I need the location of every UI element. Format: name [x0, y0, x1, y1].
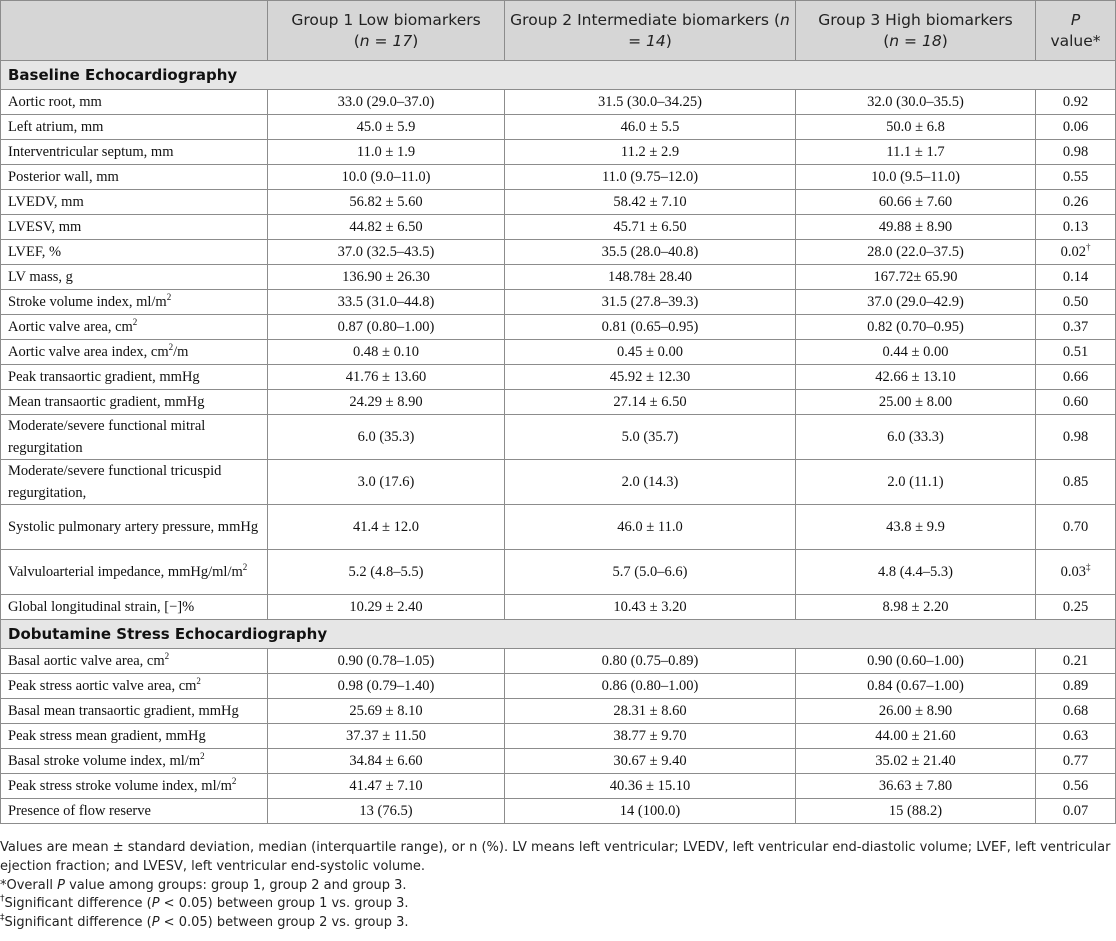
row-label-text: Aortic valve area, cm: [8, 319, 133, 335]
cell-g1: 0.48 ± 0.10: [268, 340, 505, 365]
cell-g2: 0.81 (0.65–0.95): [505, 315, 796, 340]
cell-p-value: [1036, 724, 1116, 749]
p-value-text: 0.14: [1062, 269, 1089, 285]
row-label: [1, 390, 268, 415]
row-label-superscript: 2: [164, 651, 170, 661]
table-row: [1, 90, 1116, 115]
p-value-text: 0.66: [1062, 369, 1089, 385]
cell-g3: 25.00 ± 8.00: [796, 390, 1036, 415]
header-empty-cell: [1, 1, 268, 61]
row-label-text: Basal aortic valve area, cm: [8, 653, 165, 669]
row-label: [1, 550, 268, 595]
p-value-text: 0.51: [1062, 344, 1089, 360]
table-row: [1, 649, 1116, 674]
table-row: [1, 340, 1116, 365]
row-label-text: Aortic root, mm: [8, 94, 102, 110]
p-value-text: 0.07: [1062, 803, 1089, 819]
section-title: Baseline Echocardiography: [1, 61, 1116, 90]
row-label-tail: /m: [173, 344, 189, 360]
cell-p-value: [1036, 749, 1116, 774]
table-row: [1, 240, 1116, 265]
p-value-text: 0.37: [1062, 319, 1089, 335]
row-label: [1, 365, 268, 390]
cell-p-value: [1036, 699, 1116, 724]
row-label-superscript: 2: [166, 292, 172, 302]
row-label-text: Basal mean transaortic gradient, mmHg: [8, 703, 239, 719]
header-p-letter: P: [1070, 10, 1081, 29]
table-header: [1, 1, 1116, 61]
row-label-text: Global longitudinal strain, [−]%: [8, 599, 195, 615]
p-value-text: 0.13: [1062, 219, 1089, 235]
table-row: [1, 390, 1116, 415]
cell-p-value: [1036, 390, 1116, 415]
cell-p-value: [1036, 340, 1116, 365]
cell-g1: 45.0 ± 5.9: [268, 115, 505, 140]
table-body: [1, 61, 1116, 824]
cell-p-value: [1036, 190, 1116, 215]
cell-p-value: [1036, 140, 1116, 165]
cell-g1: 10.29 ± 2.40: [268, 595, 505, 620]
table-row: [1, 140, 1116, 165]
row-label-superscript: 2: [132, 317, 138, 327]
cell-g1: 0.90 (0.78–1.05): [268, 649, 505, 674]
row-label: [1, 290, 268, 315]
cell-g1: 0.98 (0.79–1.40): [268, 674, 505, 699]
row-label-text: LVESV, mm: [8, 219, 82, 235]
p-value-text: 0.60: [1062, 394, 1089, 410]
cell-p-value: [1036, 165, 1116, 190]
row-label: [1, 774, 268, 799]
cell-g3: 35.02 ± 21.40: [796, 749, 1036, 774]
section-header-row: [1, 620, 1116, 649]
row-label: [1, 799, 268, 824]
row-label: [1, 505, 268, 550]
table-row: [1, 799, 1116, 824]
cell-g2: 30.67 ± 9.40: [505, 749, 796, 774]
cell-p-value: [1036, 674, 1116, 699]
footnote-dagger: †Significant difference (P < 0.05) between group 1 vs. group 3.: [0, 894, 409, 912]
row-label-text: Peak stress stroke volume index, ml/m: [8, 778, 232, 794]
cell-g3: 32.0 (30.0–35.5): [796, 90, 1036, 115]
cell-p-value: [1036, 505, 1116, 550]
cell-g1: 33.5 (31.0–44.8): [268, 290, 505, 315]
cell-p-value: [1036, 365, 1116, 390]
cell-g3: 4.8 (4.4–5.3): [796, 550, 1036, 595]
cell-g3: 0.84 (0.67–1.00): [796, 674, 1036, 699]
table-footnotes: [0, 839, 1116, 933]
table-row: [1, 724, 1116, 749]
cell-g3: 15 (88.2): [796, 799, 1036, 824]
table-row: [1, 674, 1116, 699]
cell-g1: 41.4 ± 12.0: [268, 505, 505, 550]
cell-g1: 5.2 (4.8–5.5): [268, 550, 505, 595]
cell-g1: 56.82 ± 5.60: [268, 190, 505, 215]
row-label: [1, 240, 268, 265]
cell-g1: 44.82 ± 6.50: [268, 215, 505, 240]
row-label-superscript: 2: [231, 776, 237, 786]
row-label-text: Peak stress mean gradient, mmHg: [8, 728, 206, 744]
section-header-row: [1, 61, 1116, 90]
p-value-text: 0.63: [1062, 728, 1089, 744]
section-title: Dobutamine Stress Echocardiography: [1, 620, 1116, 649]
row-label-text: Basal stroke volume index, ml/m: [8, 753, 201, 769]
cell-g3: 43.8 ± 9.9: [796, 505, 1036, 550]
p-value-text: 0.98: [1062, 429, 1089, 445]
row-label-text: Systolic pulmonary artery pressure, mmHg: [8, 519, 259, 535]
row-label: [1, 90, 268, 115]
row-label: [1, 724, 268, 749]
cell-p-value: [1036, 595, 1116, 620]
cell-g2: 27.14 ± 6.50: [505, 390, 796, 415]
row-label: [1, 340, 268, 365]
cell-g1: 136.90 ± 26.30: [268, 265, 505, 290]
cell-g1: 10.0 (9.0–11.0): [268, 165, 505, 190]
cell-g3: 28.0 (22.0–37.5): [796, 240, 1036, 265]
cell-g3: 36.63 ± 7.80: [796, 774, 1036, 799]
table-row: [1, 550, 1116, 595]
cell-g1: 3.0 (17.6): [268, 460, 505, 505]
cell-g2: 10.43 ± 3.20: [505, 595, 796, 620]
cell-g2: 14 (100.0): [505, 799, 796, 824]
row-label: [1, 115, 268, 140]
cell-g2: 31.5 (30.0–34.25): [505, 90, 796, 115]
cell-g2: 46.0 ± 5.5: [505, 115, 796, 140]
row-label: [1, 190, 268, 215]
cell-g1: 6.0 (35.3): [268, 415, 505, 460]
cell-g1: 37.37 ± 11.50: [268, 724, 505, 749]
row-label-text: Valvuloarterial impedance, mmHg/ml/m: [8, 564, 243, 580]
cell-g3: 42.66 ± 13.10: [796, 365, 1036, 390]
row-label-superscript: 2: [196, 676, 201, 686]
cell-g1: 11.0 ± 1.9: [268, 140, 505, 165]
table-row: [1, 460, 1116, 505]
header-group1-n: n = 17: [359, 31, 413, 50]
header-row: [1, 1, 1116, 61]
cell-g2: 38.77 ± 9.70: [505, 724, 796, 749]
cell-p-value: [1036, 115, 1116, 140]
cell-g2: 40.36 ± 15.10: [505, 774, 796, 799]
cell-g1: 41.47 ± 7.10: [268, 774, 505, 799]
cell-g2: 58.42 ± 7.10: [505, 190, 796, 215]
header-p-value-label: value*: [1050, 31, 1101, 50]
cell-g2: 0.86 (0.80–1.00): [505, 674, 796, 699]
row-label: [1, 140, 268, 165]
header-group2-label: Group 2 Intermediate biomarkers: [510, 10, 770, 29]
table-row: [1, 315, 1116, 340]
row-label-text: Interventricular septum, mm: [8, 144, 174, 160]
table-row: [1, 699, 1116, 724]
header-group1: Group 1 Low biomarkers (n = 17): [268, 1, 505, 61]
cell-g2: 11.2 ± 2.9: [505, 140, 796, 165]
row-label-text: Moderate/severe functional mitral regurgitation: [8, 418, 206, 456]
cell-g3: 49.88 ± 8.90: [796, 215, 1036, 240]
header-group1-label: Group 1 Low biomarkers: [291, 10, 481, 29]
p-value-text: 0.25: [1062, 599, 1089, 615]
p-value-text: 0.55: [1062, 169, 1089, 185]
cell-g3: 10.0 (9.5–11.0): [796, 165, 1036, 190]
row-label-text: Posterior wall, mm: [8, 169, 119, 185]
table-row: [1, 415, 1116, 460]
table-row: [1, 165, 1116, 190]
row-label-superscript: 2: [200, 751, 205, 761]
footnote-overall: *Overall P value among groups: group 1, group 2 and group 3.: [0, 877, 407, 893]
table-row: [1, 365, 1116, 390]
table-row: [1, 595, 1116, 620]
row-label: [1, 699, 268, 724]
row-label-text: Presence of flow reserve: [8, 803, 151, 819]
header-group2-n: n = 14: [628, 10, 790, 50]
p-value-mark: †: [1085, 242, 1091, 252]
row-label-text: Stroke volume index, ml/m: [8, 294, 167, 310]
cell-g2: 5.0 (35.7): [505, 415, 796, 460]
header-group3: Group 3 High biomarkers (n = 18): [796, 1, 1036, 61]
p-value-text: 0.98: [1062, 144, 1089, 160]
cell-g2: 148.78± 28.40: [505, 265, 796, 290]
cell-g3: 0.82 (0.70–0.95): [796, 315, 1036, 340]
cell-g2: 0.45 ± 0.00: [505, 340, 796, 365]
row-label: [1, 265, 268, 290]
cell-p-value: [1036, 315, 1116, 340]
cell-g2: 11.0 (9.75–12.0): [505, 165, 796, 190]
cell-g2: 28.31 ± 8.60: [505, 699, 796, 724]
table-row: [1, 190, 1116, 215]
row-label: [1, 165, 268, 190]
cell-p-value: [1036, 799, 1116, 824]
p-value-text: 0.77: [1062, 753, 1089, 769]
cell-g3: 37.0 (29.0–42.9): [796, 290, 1036, 315]
cell-g1: 13 (76.5): [268, 799, 505, 824]
row-label: [1, 674, 268, 699]
p-value-text: 0.89: [1062, 678, 1089, 694]
cell-g2: 35.5 (28.0–40.8): [505, 240, 796, 265]
p-value-text: 0.03: [1060, 564, 1086, 580]
cell-g3: 60.66 ± 7.60: [796, 190, 1036, 215]
row-label-superscript: 2: [242, 562, 248, 572]
p-value-text: 0.21: [1062, 653, 1089, 669]
row-label-text: Peak stress aortic valve area, cm: [8, 678, 197, 694]
cell-g3: 44.00 ± 21.60: [796, 724, 1036, 749]
row-label-text: Peak transaortic gradient, mmHg: [8, 369, 200, 385]
cell-p-value: [1036, 550, 1116, 595]
row-label-text: LVEDV, mm: [8, 194, 84, 210]
cell-g3: 8.98 ± 2.20: [796, 595, 1036, 620]
p-value-text: 0.92: [1062, 94, 1089, 110]
cell-g3: 0.44 ± 0.00: [796, 340, 1036, 365]
table-row: [1, 115, 1116, 140]
row-label-text: Moderate/severe functional tricuspid regurgitation,: [8, 463, 222, 501]
cell-g2: 2.0 (14.3): [505, 460, 796, 505]
p-value-text: 0.56: [1062, 778, 1089, 794]
table-row: [1, 290, 1116, 315]
row-label: [1, 460, 268, 505]
row-label-superscript: 2: [168, 342, 174, 352]
cell-g3: 6.0 (33.3): [796, 415, 1036, 460]
row-label: [1, 415, 268, 460]
table-row: [1, 774, 1116, 799]
p-value-text: 0.70: [1062, 519, 1089, 535]
row-label: [1, 595, 268, 620]
row-label: [1, 215, 268, 240]
table-row: [1, 749, 1116, 774]
cell-g1: 37.0 (32.5–43.5): [268, 240, 505, 265]
row-label-text: LVEF, %: [8, 244, 62, 260]
cell-p-value: [1036, 215, 1116, 240]
cell-g2: 5.7 (5.0–6.6): [505, 550, 796, 595]
table-row: [1, 505, 1116, 550]
cell-g3: 50.0 ± 6.8: [796, 115, 1036, 140]
p-value-text: 0.85: [1062, 474, 1089, 490]
row-label-text: LV mass, g: [8, 269, 73, 285]
header-group3-n: n = 18: [889, 31, 942, 50]
cell-p-value: [1036, 460, 1116, 505]
cell-g2: 45.71 ± 6.50: [505, 215, 796, 240]
table-row: [1, 215, 1116, 240]
p-value-text: 0.50: [1062, 294, 1089, 310]
p-value-mark: ‡: [1085, 562, 1091, 572]
cell-p-value: [1036, 774, 1116, 799]
cell-p-value: [1036, 649, 1116, 674]
cell-g2: 0.80 (0.75–0.89): [505, 649, 796, 674]
table-row: [1, 265, 1116, 290]
cell-p-value: [1036, 90, 1116, 115]
cell-g3: 26.00 ± 8.90: [796, 699, 1036, 724]
cell-g1: 0.87 (0.80–1.00): [268, 315, 505, 340]
cell-g3: 167.72± 65.90: [796, 265, 1036, 290]
p-value-text: 0.68: [1062, 703, 1089, 719]
p-value-text: 0.26: [1062, 194, 1089, 210]
row-label-text: Mean transaortic gradient, mmHg: [8, 394, 205, 410]
cell-g3: 11.1 ± 1.7: [796, 140, 1036, 165]
row-label-text: Aortic valve area index, cm: [8, 344, 169, 360]
cell-g1: 41.76 ± 13.60: [268, 365, 505, 390]
cell-g2: 31.5 (27.8–39.3): [505, 290, 796, 315]
header-group3-label: Group 3 High biomarkers: [818, 10, 1013, 29]
header-p-value: [1036, 1, 1116, 61]
footnote-values: Values are mean ± standard deviation, median (interquartile range), or n (%). LV means left ventricular; LVEDV, left ventricular end-diastolic volume; LVEF, left ventricular ejection fraction; and LVESV, left ventricular end-systolic volume.: [0, 840, 1111, 874]
cell-g2: 45.92 ± 12.30: [505, 365, 796, 390]
cell-p-value: [1036, 265, 1116, 290]
row-label: [1, 749, 268, 774]
cell-p-value: [1036, 415, 1116, 460]
p-value-text: 0.02: [1060, 244, 1086, 260]
cell-p-value: [1036, 290, 1116, 315]
footnote-double-dagger: ‡Significant difference (P < 0.05) between group 2 vs. group 3.: [0, 913, 409, 931]
row-label: [1, 649, 268, 674]
p-value-text: 0.06: [1062, 119, 1089, 135]
cell-p-value: [1036, 240, 1116, 265]
cell-g1: 34.84 ± 6.60: [268, 749, 505, 774]
cell-g1: 25.69 ± 8.10: [268, 699, 505, 724]
header-group2: Group 2 Intermediate biomarkers (n = 14): [505, 1, 796, 61]
cell-g1: 24.29 ± 8.90: [268, 390, 505, 415]
row-label-text: Left atrium, mm: [8, 119, 104, 135]
cell-g1: 33.0 (29.0–37.0): [268, 90, 505, 115]
cell-g3: 2.0 (11.1): [796, 460, 1036, 505]
row-label: [1, 315, 268, 340]
cell-g2: 46.0 ± 11.0: [505, 505, 796, 550]
cell-g3: 0.90 (0.60–1.00): [796, 649, 1036, 674]
